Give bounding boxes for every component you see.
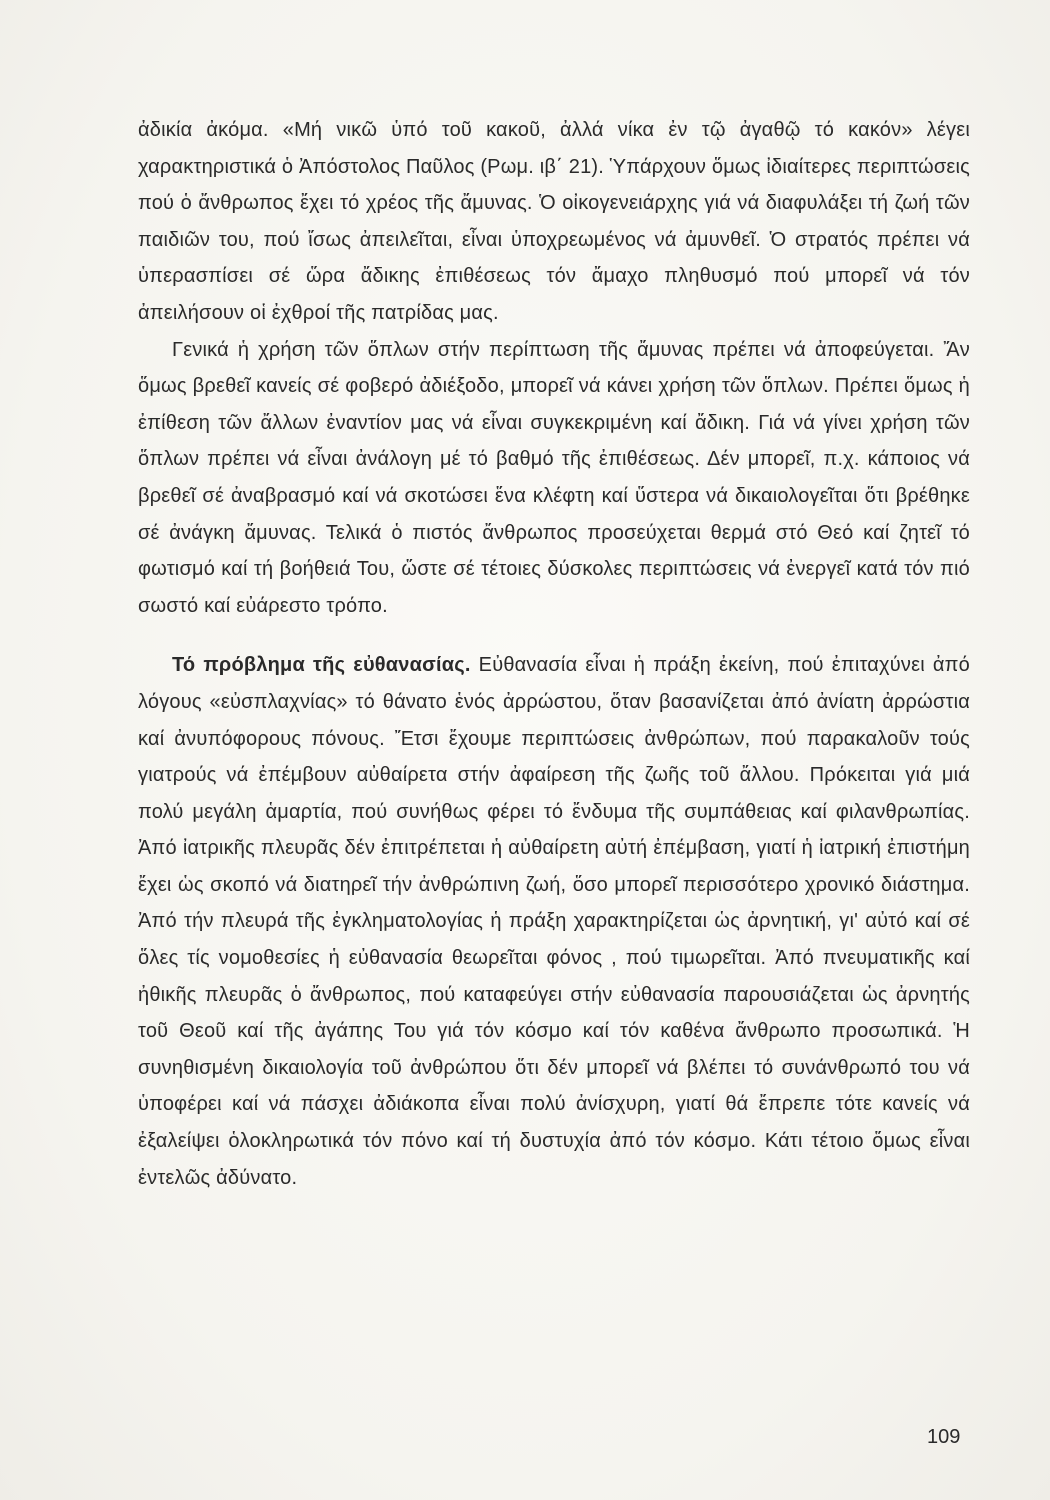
- paragraph-euthanasia: [138, 647, 970, 1196]
- paragraph-euthanasia-text: Εὐθανασία εἶναι ἡ πράξη ἐκείνη, πού ἐπιταχύνει ἀπό λόγους «εὐσπλαχνίας» τό θάνατο ἑνός ἀρρώστου, ὅταν βασανίζεται ἀπό ἀνίατη ἀρρώστια καί ἀνυπόφορους πόνους. Ἔτσι ἔχουμε περιπτώσεις ἀνθρώπων, πού παρακαλοῦν τούς γιατρούς νά ἐπέμβουν αὐθαίρετα στήν ἀφαίρεση τῆς ζωῆς τοῦ ἄλλου. Πρόκειται γιά μιά πολύ μεγάλη ἁμαρτία, πού συνήθως φέρει τό ἔνδυμα τῆς συμπάθειας καί φιλανθρωπίας. Ἀπό ἰατρικῆς πλευρᾶς δέν ἐπιτρέπεται ἡ αὐθαίρετη αὐτή ἐπέμβαση, γιατί ἡ ἰατρική ἐπιστήμη ἔχει ὡς σκοπό νά διατηρεῖ τήν ἀνθρώπινη ζωή, ὅσο μπορεῖ περισσότερο χρονικό διάστημα. Ἀπό τήν πλευρά τῆς ἐγκληματολογίας ἡ πράξη χαρακτηρίζεται ὡς ἀρνητική, γι' αὐτό καί σέ ὅλες τίς νομοθεσίες ἡ εὐθανασία θεωρεῖται φόνος , πού τιμωρεῖται. Ἀπό πνευματικῆς καί ἠθικῆς πλευρᾶς ὁ ἄνθρωπος, πού καταφεύγει στήν εὐθανασία παρουσιάζεται ὡς ἀρνητής τοῦ Θεοῦ καί τῆς ἀγάπης Του γιά τόν κόσμο καί τόν καθένα ἄνθρωπο προσωπικά. Ἡ συνηθισμένη δικαιολογία τοῦ ἀνθρώπου ὅτι δέν μπορεῖ νά βλέπει τό συνάνθρωπό του νά ὑποφέρει καί νά πάσχει ἀδιάκοπα εἶναι πολύ ἀνίσχυρη, γιατί θά ἔπρεπε τότε κανείς νά ἐξαλείψει ὁλοκληρωτικά τόν πόνο καί τή δυστυχία ἀπό τόν κόσμο. Κάτι τέτοιο ὅμως εἶναι ἐντελῶς ἀδύνατο.: [138, 654, 970, 1189]
- body-text: [138, 112, 970, 1196]
- section-heading: Τό πρόβλημα τῆς εὐθανασίας.: [172, 654, 471, 677]
- paragraph-use-of-weapons: Γενικά ἡ χρήση τῶν ὅπλων στήν περίπτωση τῆς ἄμυνας πρέπει νά ἀποφεύγεται. Ἄν ὅμως βρεθεῖ κανείς σέ φοβερό ἀδιέξοδο, μπορεῖ νά κάνει χρήση τῶν ὅπλων. Πρέπει ὅμως ἡ ἐπίθεση τῶν ἄλλων ἐναντίον μας νά εἶναι συγκεκριμένη καί ἄδικη. Γιά νά γίνει χρήση τῶν ὅπλων πρέπει νά εἶναι ἀνάλογη μέ τό βαθμό τῆς ἐπιθέσεως. Δέν μπορεῖ, π.χ. κάποιος νά βρεθεῖ σέ ἀναβρασμό καί νά σκοτώσει ἕνα κλέφτη καί ὕστερα νά δικαιολογεῖται ὅτι βρέθηκε σέ ἀνάγκη ἄμυνας. Τελικά ὁ πιστός ἄνθρωπος προσεύχεται θερμά στό Θεό καί ζητεῖ τό φωτισμό καί τή βοήθειά Του, ὥστε σέ τέτοιες δύσκολες περιπτώσεις νά ἐνεργεῖ κατά τόν πιό σωστό καί εὐάρεστο τρόπο.: [138, 338, 970, 617]
- page-number: 109: [927, 1426, 961, 1448]
- paragraph-self-defense: ἀδικία ἀκόμα. «Μή νικῶ ὑπό τοῦ κακοῦ, ἀλλά νίκα ἐν τῷ ἀγαθῷ τό κακόν» λέγει χαρακτηριστικά ὁ Ἀπόστολος Παῦλος (Ρωμ. ιβ΄ 21). Ὑπάρχουν ὅμως ἰδιαίτερες περιπτώσεις πού ὁ ἄνθρωπος ἔχει τό χρέος τῆς ἄμυνας. Ὁ οἰκογενειάρχης γιά νά διαφυλάξει τή ζωή τῶν παιδιῶν του, πού ἴσως ἀπειλεῖται, εἶναι ὑποχρεωμένος νά ἀμυνθεῖ. Ὁ στρατός πρέπει νά ὑπερασπίσει σέ ὥρα ἄδικης ἐπιθέσεως τόν ἄμαχο πληθυσμό πού μπορεῖ νά τόν ἀπειλήσουν οἱ ἐχθροί τῆς πατρίδας μας.: [138, 119, 970, 324]
